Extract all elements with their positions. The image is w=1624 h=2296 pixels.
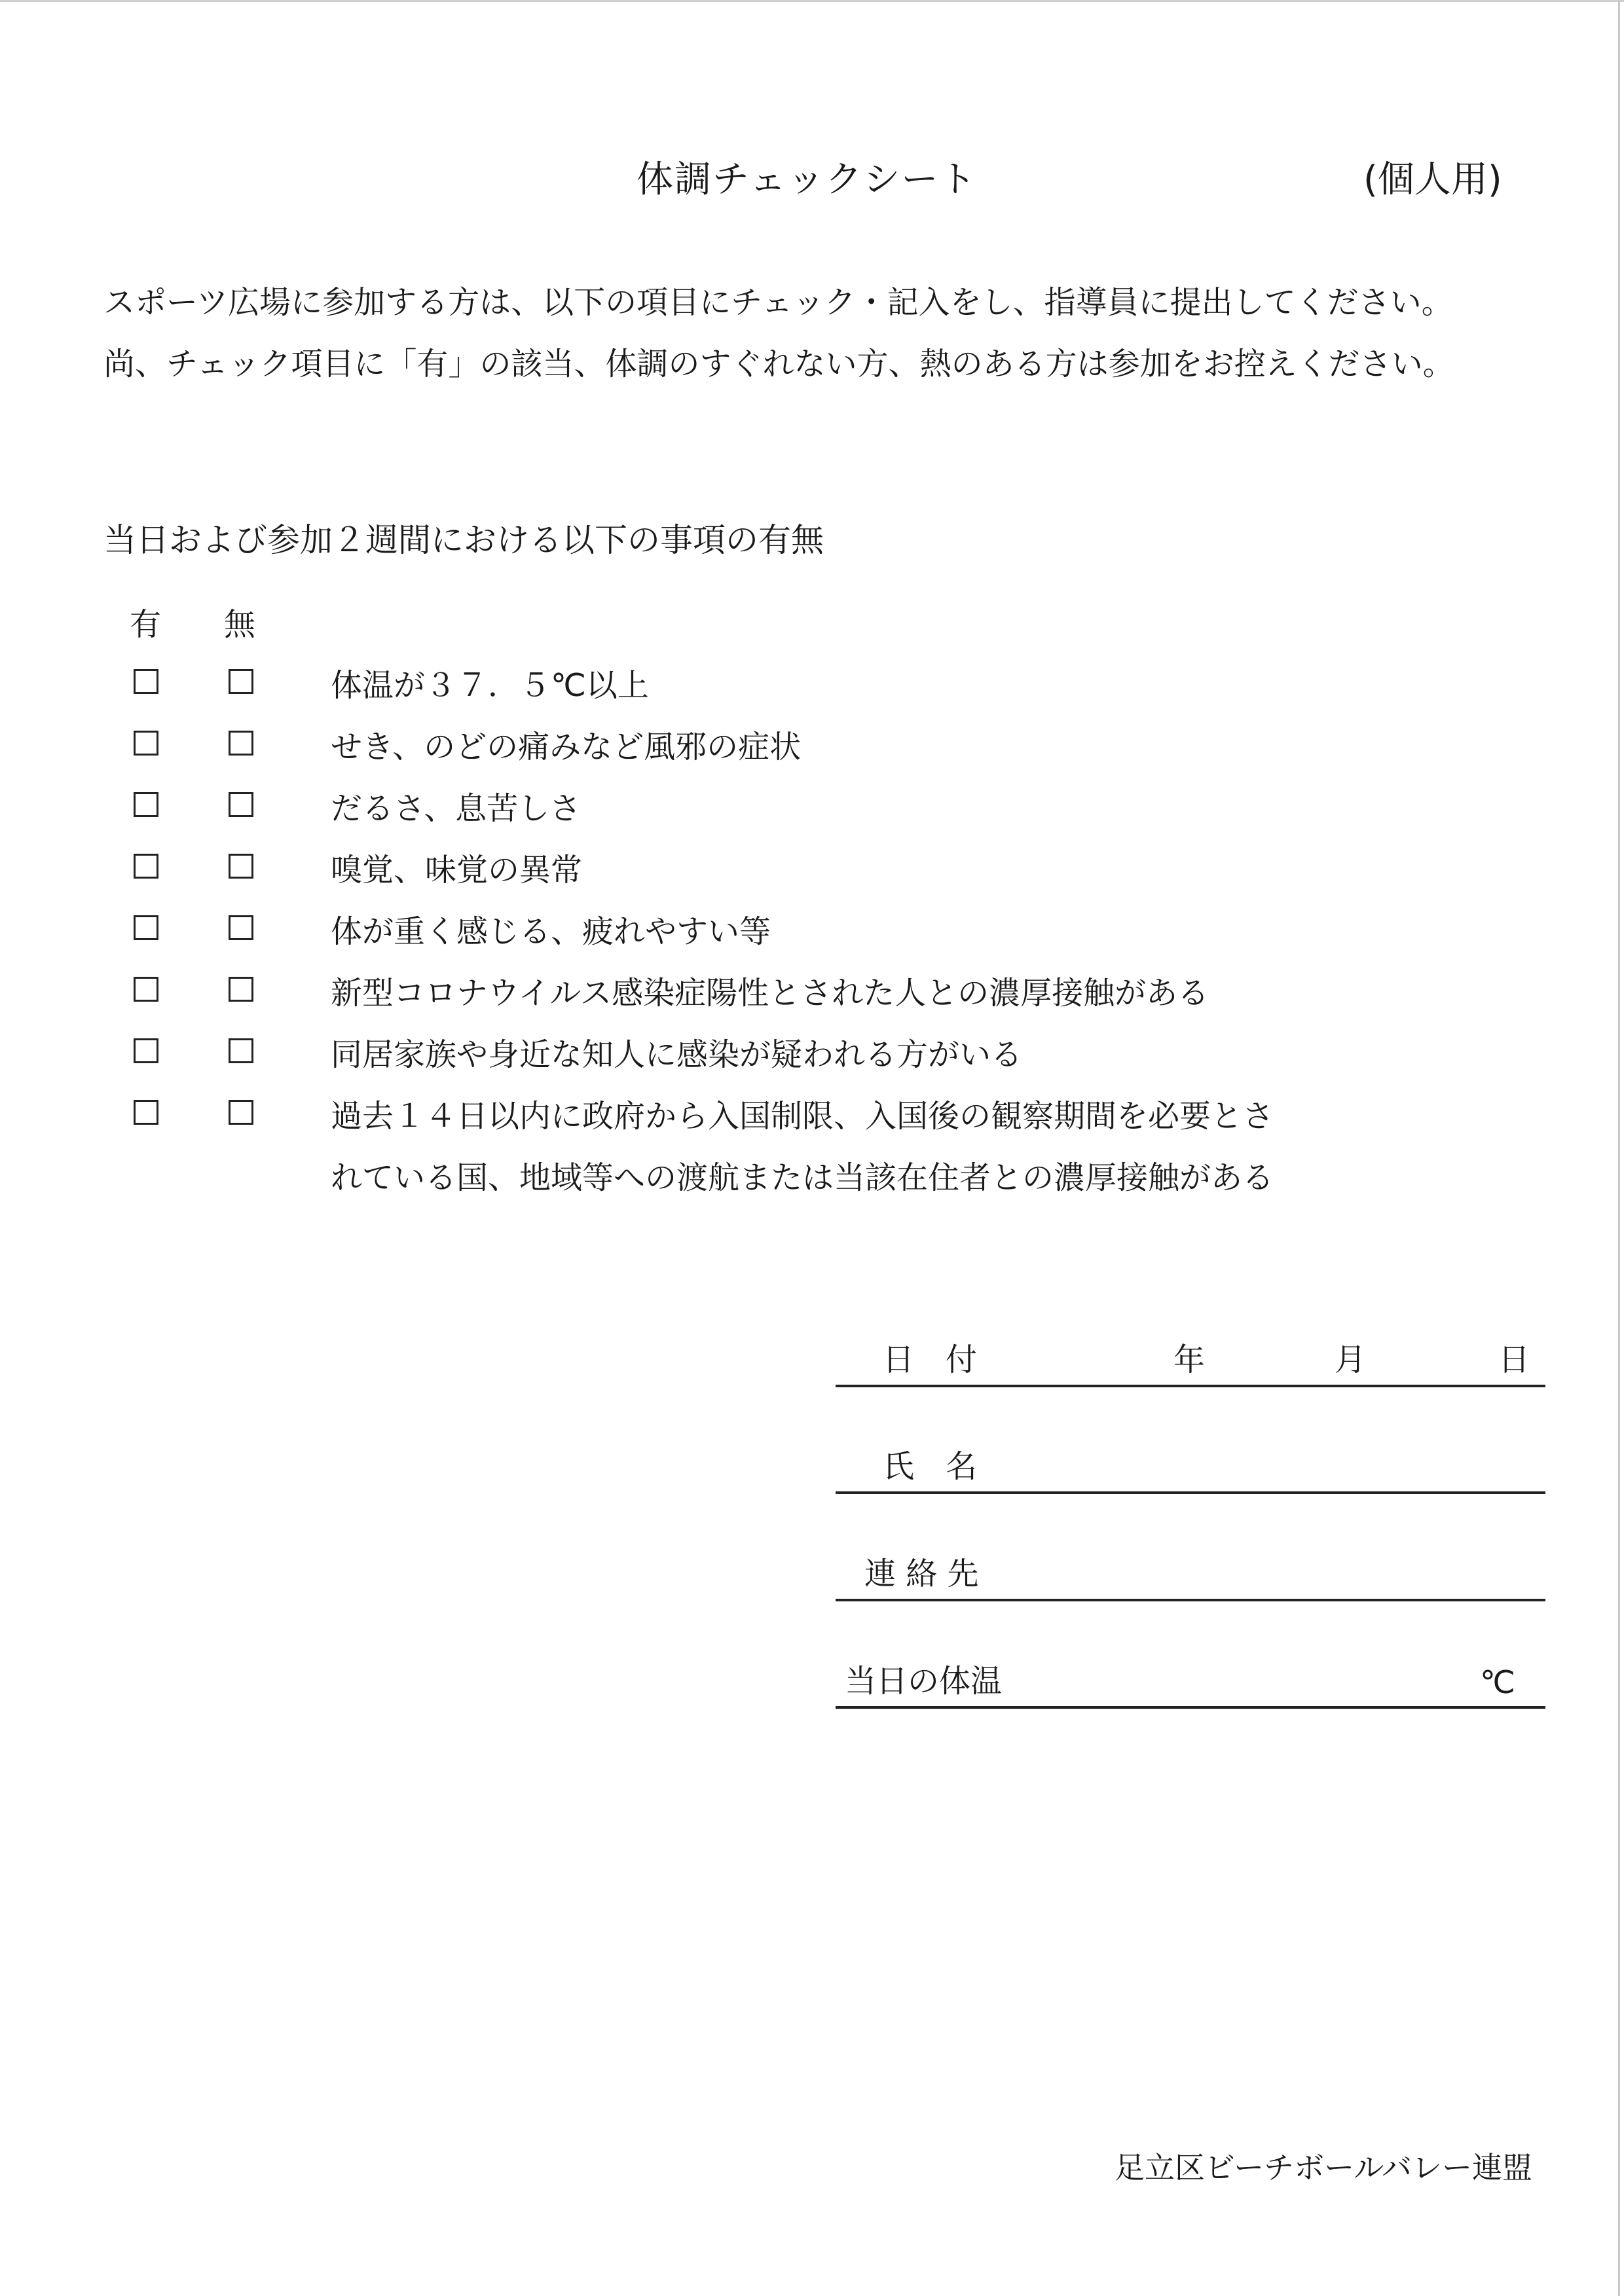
checklist-item-text: 新型コロナウイルス感染症陽性とされた人との濃厚接触がある (331, 975, 1209, 1011)
checklist-row (0, 901, 1624, 962)
no-checkbox[interactable] (229, 977, 253, 1002)
intro-text (103, 272, 1454, 395)
checklist-item-text: 同居家族や身近な知人に感染が疑われる方がいる (331, 1036, 1023, 1073)
month-label: 月 (1335, 1341, 1367, 1378)
column-header-no: 無 (224, 606, 256, 643)
no-checkbox[interactable] (229, 669, 253, 694)
checklist-row (0, 1085, 1624, 1209)
yes-checkbox[interactable] (134, 669, 158, 694)
day-label: 日 (1498, 1341, 1530, 1378)
checklist-item-line: れている国、地域等への渡航または当該在住者との濃厚接触がある (331, 1159, 1274, 1196)
no-checkbox[interactable] (229, 1100, 253, 1125)
yes-checkbox[interactable] (134, 1038, 158, 1063)
contact-underline (836, 1599, 1545, 1601)
checklist-row (0, 962, 1624, 1024)
organization-name: 足立区ビーチボールバレー連盟 (1115, 2150, 1533, 2185)
name-label: 氏 名 (883, 1448, 978, 1485)
yes-checkbox[interactable] (134, 915, 158, 940)
page-edge-top (0, 0, 1624, 2)
contact-field[interactable] (836, 1540, 1545, 1601)
checklist (0, 655, 1624, 1209)
contact-label: 連 絡 先 (864, 1556, 979, 1592)
yes-checkbox[interactable] (134, 854, 158, 879)
checklist-row (0, 778, 1624, 839)
checklist-item-text: だるさ、息苦しさ (331, 790, 581, 827)
name-underline (836, 1491, 1545, 1494)
checklist-row (0, 839, 1624, 901)
no-checkbox[interactable] (229, 915, 253, 940)
date-label: 日 付 (883, 1341, 978, 1378)
section-heading: 当日および参加２週間における以下の事項の有無 (103, 521, 824, 559)
temperature-label: 当日の体温 (845, 1663, 1003, 1700)
checklist-item-line: 過去１４日以内に政府から入国制限、入国後の観察期間を必要とさ (331, 1098, 1274, 1135)
year-label: 年 (1173, 1341, 1206, 1378)
intro-line: スポーツ広場に参加する方は、以下の項目にチェック・記入をし、指導員に提出してください。 (103, 284, 1453, 321)
intro-line: 尚、チェック項目に「有」の該当、体調のすぐれない方、熱のある方は参加をお控えください。 (103, 346, 1454, 382)
date-field[interactable] (836, 1326, 1545, 1387)
celsius-unit: ℃ (1480, 1664, 1515, 1701)
checklist-item-text: せき、のどの痛みなど風邪の症状 (331, 729, 802, 765)
yes-checkbox[interactable] (134, 731, 158, 756)
checklist-item-text: 体が重く感じる、疲れやすい等 (331, 913, 771, 950)
checklist-row (0, 716, 1624, 778)
no-checkbox[interactable] (229, 1038, 253, 1063)
page-subtitle: (個人用) (1363, 158, 1502, 201)
checklist-row (0, 655, 1624, 716)
yes-checkbox[interactable] (134, 1100, 158, 1125)
checklist-item-text: 体温が３７．５℃以上 (331, 667, 649, 704)
name-field[interactable] (836, 1432, 1545, 1494)
column-header-yes: 有 (130, 606, 162, 643)
yes-checkbox[interactable] (134, 792, 158, 817)
checklist-item-text (331, 1085, 1274, 1209)
no-checkbox[interactable] (229, 854, 253, 879)
checklist-row (0, 1024, 1624, 1085)
date-underline (836, 1385, 1545, 1387)
page-title: 体調チェックシート (637, 158, 978, 201)
temperature-field[interactable] (836, 1647, 1545, 1709)
no-checkbox[interactable] (229, 792, 253, 817)
temperature-underline (836, 1706, 1545, 1709)
checklist-item-text: 嗅覚、味覚の異常 (331, 852, 583, 888)
yes-checkbox[interactable] (134, 977, 158, 1002)
no-checkbox[interactable] (229, 731, 253, 756)
